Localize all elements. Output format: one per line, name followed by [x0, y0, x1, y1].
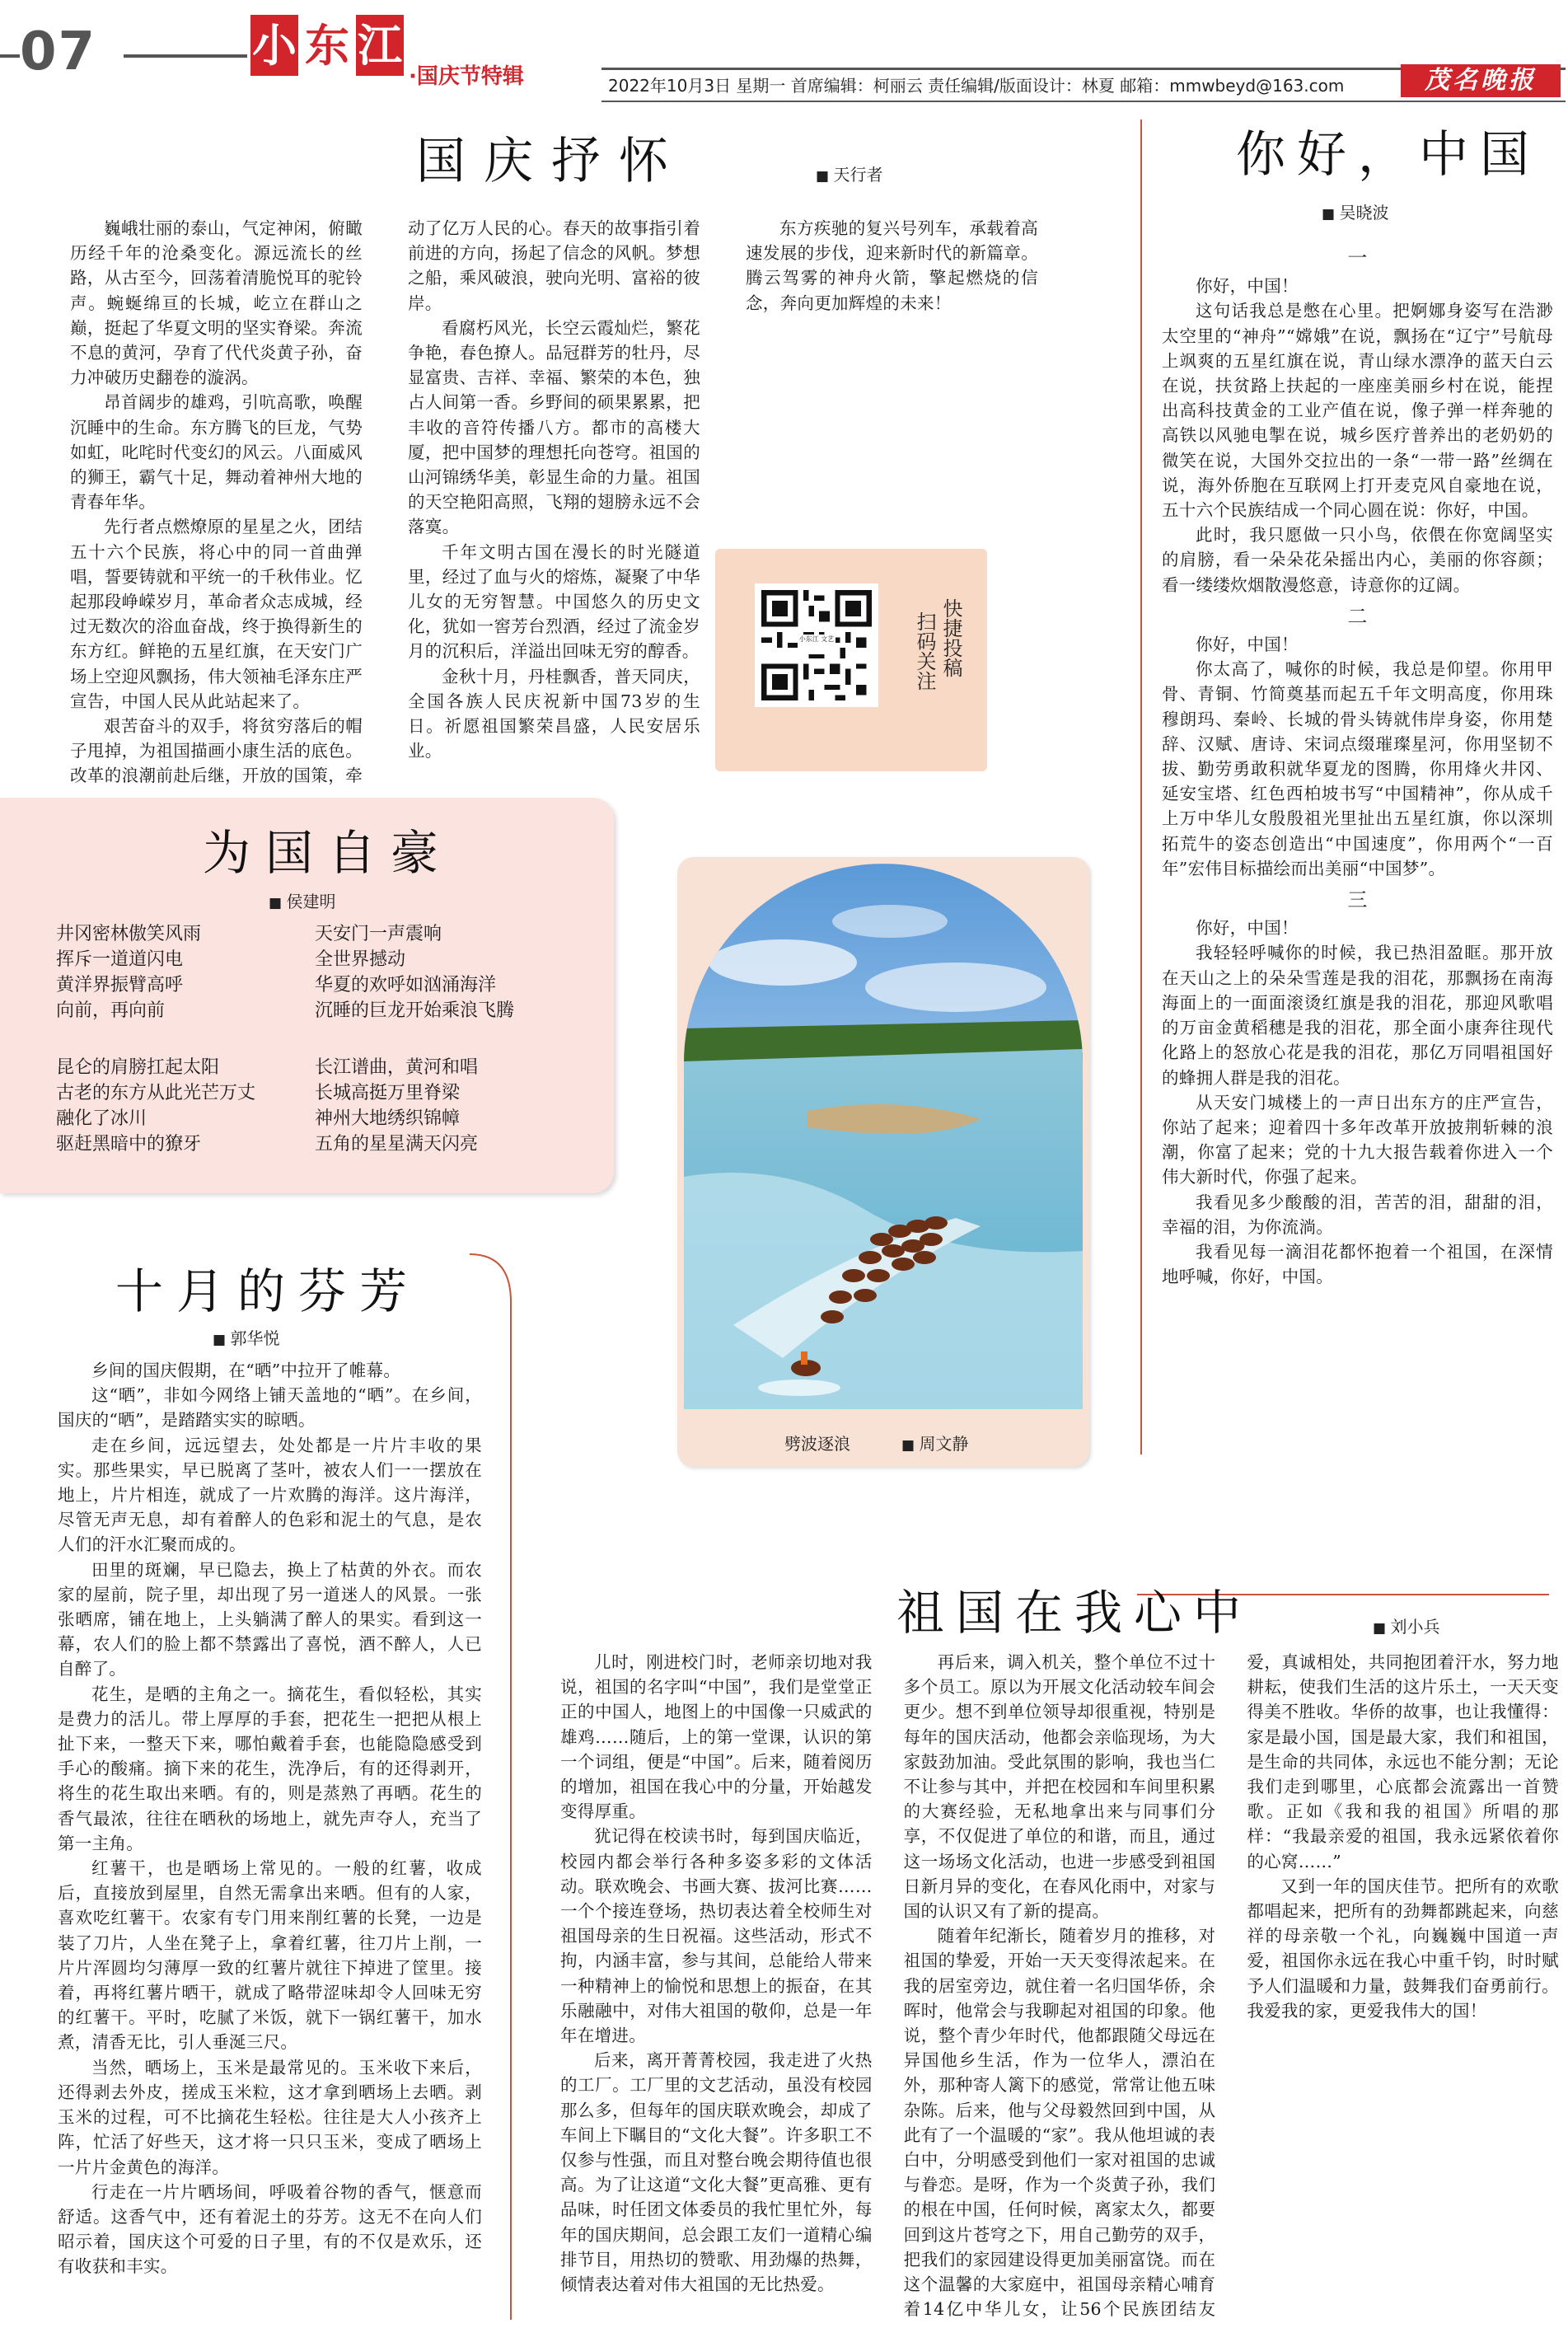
poem-line: 长江谱曲，黄河和唱	[315, 1057, 479, 1078]
article3-paragraph: 田里的斑斓，早已隐去，换上了枯黄的外衣。而农家的屋前，院子里，却出现了另一道迷人的风景。一张张晒席，铺在地上，上头躺满了醉人的果实。看到这一幕，农人们的脸上都不禁露出了喜悦，酒不醉人，人已自醉了。	[58, 1559, 482, 1679]
header-dash-mid	[124, 54, 247, 58]
article1-paragraph: 艰苦奋斗的双手，将贫穷落后的帽子甩掉，为祖国描画小康生活的底色。改革的浪潮前赴后继，开放的国策，牵动了亿万人民的心。春天的故事指引着前进的方向，扬起了信念的风帆。梦想之船，乘风破浪，驶向光明、富裕的彼岸。	[70, 218, 700, 786]
photo-caption: 劈波逐浪	[784, 1434, 850, 1454]
byline-zhouwenjing: ■ 周文静	[901, 1431, 968, 1454]
byline-wuxiaobo: ■ 吴晓波	[1322, 199, 1388, 223]
poem-title: 为国自豪	[203, 825, 454, 881]
header-dash-left	[0, 54, 20, 58]
poem-line: 华夏的欢呼如汹涌海洋	[315, 975, 497, 995]
column-divider	[1140, 119, 1142, 1454]
article-title-nihao: 你好，中国	[1236, 126, 1541, 184]
header-underline	[601, 101, 1566, 102]
qr-caption: 小东江 文艺	[798, 635, 835, 654]
qr-code-frame[interactable]	[755, 583, 878, 707]
article2-paragraph: 此时，我只愿做一只小鸟，依偎在你宽阔坚实的肩膀，看一朵朵花朵摇出内心，美丽的你容颜；看一缕缕炊烟散漫悠意，诗意你的辽阔。	[1162, 525, 1553, 595]
article4-paragraph: 再后来，调入机关，整个单位不过十多个员工。原以为开展文化活动较车间会更少。想不到单位领导却很重视，特别是每年的国庆活动，他都会亲临现场，为大家鼓劲加油。受此氛围的影响，我也当仁不让参与其中，并把在校园和车间里积累的大赛经验，无私地拿出来与同事们分享，不仅促进了单位的和谐，而且，通过这一场场文化活动，也进一步感受到祖国日新月异的变化，在春风化雨中，对家与国的认识又有了新的提高。	[903, 1652, 1216, 1922]
page-header	[0, 0, 1568, 107]
horses-river-photo	[684, 864, 1083, 1409]
brand-char-2: 东	[305, 19, 349, 72]
article1-paragraph: 昂首阔步的雄鸡，引吭高歌，唤醒沉睡中的生命。东方腾飞的巨龙，气势如虹，叱咤时代变幻的风云。八面威风的狮王，霸气十足，舞动着神州大地的青春年华。	[70, 392, 363, 513]
section-label: ·国庆节特辑	[409, 64, 524, 89]
article1-paragraph: 千年文明古国在漫长的时光隧道里，经过了血与火的熔炼，凝聚了中华儿女的无穷智慧。中国悠久的历史文化，犹如一窖芳台烈酒，经过了流金岁月的沉积后，洋溢出回味无穷的醇香。	[408, 541, 700, 662]
poem-line: 沉睡的巨龙开始乘浪飞腾	[315, 1000, 515, 1021]
article-title-guoqing: 国庆抒怀	[416, 133, 686, 190]
article3-body	[58, 1358, 482, 2326]
article4-paragraph: 又到一年的国庆佳节。把所有的欢歌都唱起来，把所有的劲舞都跳起来，向慈祥的母亲敬一个礼，向巍巍中国道一声爱，祖国你永远在我心中重千钧，时时赋予人们温暖和力量，鼓舞我们奋勇前行。我爱我的家，更爱我伟大的国！	[1247, 1876, 1559, 2021]
article1-paragraph: 金秋十月，丹桂飘香，普天同庆，全国各族人民庆祝新中国73岁的生日。祈愿祖国繁荣昌盛，人民安居乐业。	[408, 666, 700, 761]
poem-line: 融化了冰川	[56, 1108, 147, 1129]
poem-line: 神州大地绣织锦幛	[315, 1108, 461, 1129]
article1-paragraph: 巍峨壮丽的泰山，气定神闲，俯瞰历经千年的沧桑变化。源远流长的丝路，从古至今，回荡着清脆悦耳的驼铃声。蜿蜒绵亘的长城，屹立在群山之巅，挺起了华夏文明的坚实脊梁。奔流不息的黄河，孕育了代代炎黄子孙，奋力冲破历史翻卷的漩涡。	[70, 218, 363, 388]
poem-stanza-1-left	[56, 921, 201, 1023]
column-brand	[250, 15, 404, 76]
article2-paragraph: 你好，中国！	[1196, 276, 1299, 297]
qr-label-submit: 快捷投稿	[939, 598, 962, 677]
poem-line: 五角的星星满天闪亮	[315, 1134, 479, 1155]
poem-line: 驱赶黑暗中的獠牙	[56, 1134, 202, 1155]
poem-line: 向前，再向前	[56, 1000, 166, 1021]
poem-line: 挥斥一道道闪电	[56, 949, 184, 970]
photo-frame	[677, 857, 1089, 1467]
poem-stanza-1-right	[315, 921, 514, 1023]
page-number: 07	[20, 21, 97, 82]
article1-paragraph: 先行者点燃燎原的星星之火，团结五十六个民族，将心中的同一首曲弹唱，誓要铸就和平统一的千秋伟业。忆起那段峥嵘岁月，革命者众志成城，经过无数次的浴血奋战，终于换得新生的东方红。鲜艳的五星红旗，在天安门广场上空迎风飘扬，伟大领袖毛泽东庄严宣告，中国人民从此站起来了。	[70, 517, 363, 711]
poem-box	[0, 798, 614, 1193]
article4-paragraph: 随着年纪渐长，随着岁月的推移，对祖国的挚爱，开始一天天变得浓起来。在我的居室旁边，就住着一名归国华侨，余晖时，他常会与我聊起对祖国的印象。他说，整个青少年时代，他都跟随父母远在异国他乡生活，作为一位华人，漂泊在外，那种寄人篱下的感觉，常常让他五味杂陈。后来，他与父母毅然回到中国，从此有了一个温暖的“家”。我从他坦诚的表白中，分明感受到他们一家对祖国的忠诚与眷恋。是呀，作为一个炎黄子孙，我们的根在中国，任何时候，离家太久，都要回到这片苍穹之下，用自己勤劳的双手，把我们的家园建设得更加美丽富饶。而在这个温馨的大家庭中，祖国母亲精心哺育着14亿中华儿女，让56个民族团结友爱，真诚相处，共同抱团着汗水，努力地耕耘，使我们生活的这片乐土，一天天变得美不胜收。华侨的故事，也让我懂得：家是最小国，国是最大家，我们和祖国，是生命的共同体，永远也不能分割；无论我们走到哪里，心底都会流露出一首赞歌。正如《我和我的祖国》所唱的那样：“我最亲爱的祖国，我永远紧依着你的心窝……”	[903, 1652, 1559, 2320]
article1-paragraph: 看腐朽风光，长空云霞灿烂，繁花争艳，春色撩人。品冠群芳的牡丹，尽显富贵、吉祥、幸福、繁荣的本色，独占人间第一香。乡野间的硕果累累，把丰收的音符传播八方。都市的高楼大厦，把中国梦的理想托向苍穹。祖国的山河锦绣华美，彰显生命的力量。祖国的天空艳阳高照，飞翔的翅膀永远不会落寞。	[408, 317, 700, 537]
article2-paragraph: 你好，中国！	[1196, 918, 1299, 939]
section-heading-2: 二	[1347, 604, 1368, 628]
poem-stanza-2-right	[315, 1055, 478, 1157]
header-info: 2022年10月3日 星期一 首席编辑：柯丽云 责任编辑/版面设计：林夏 邮箱：mmwbeyd@163.com	[608, 76, 1345, 96]
paper-name-logo: 茂名晚报	[1401, 64, 1561, 97]
poem-line: 黄洋界振臂高呼	[56, 975, 184, 995]
poem-line: 古老的东方从此光芒万丈	[56, 1083, 256, 1103]
article3-paragraph: 乡间的国庆假期，在“晒”中拉开了帷幕。	[91, 1361, 401, 1380]
qr-label-follow: 扫码关注	[913, 611, 936, 691]
article2-body	[1162, 239, 1553, 1504]
poem-line: 全世界撼动	[315, 949, 406, 970]
article3-paragraph: 这“晒”，非如今网络上铺天盖地的“晒”。在乡间，国庆的“晒”，是踏踏实实的晾晒。	[58, 1385, 482, 1431]
article2-paragraph: 我轻轻呼喊你的时候，我已热泪盈眶。那开放在天山之上的朵朵雪莲是我的泪花，那飘扬在南海海面上的一面面滚烫红旗是我的泪花，那迎风歌唱的万亩金黄稻穗是我的泪花，那全面小康奔往现代化路上的怒放心花是我的泪花，那亿万同唱祖国好的蜂拥人群是我的泪花。	[1162, 943, 1553, 1088]
article4-paragraph: 后来，离开菁菁校园，我走进了火热的工厂。工厂里的文艺活动，虽没有校园那么多，但每年的国庆联欢晚会，却成了车间上下瞩目的“文化大餐”。许多职工不仅参与性强，而且对整台晚会期待值也很高。为了让这道“文化大餐”更高雅、更有品味，时任团文体委员的我忙里忙外，每年的国庆期间，总会跟工友们一道精心编排节目，用热切的赞歌、用劲爆的热舞，倾情表达着对伟大祖国的无比热爱。	[560, 2050, 873, 2295]
qr-promo-box	[715, 549, 987, 771]
brand-char-1: 小	[250, 15, 298, 76]
article3-paragraph: 行走在一片片晒场间，呼吸着谷物的香气，惬意而舒适。这香气中，还有着泥土的芬芳。这无不在向人们昭示着，国庆这个可爱的日子里，有的不仅是欢乐，还有收获和丰实。	[58, 2181, 482, 2277]
article2-paragraph: 你好，中国！	[1196, 635, 1299, 655]
article2-paragraph: 我看见每一滴泪花都怀抱着一个祖国，在深情地呼喊，你好，中国。	[1162, 1241, 1553, 1287]
poem-line: 昆仑的肩膀扛起太阳	[56, 1057, 220, 1078]
article3-paragraph: 当然，晒场上，玉米是最常见的。玉米收下来后，还得剥去外皮，搓成玉米粒，这才拿到晒场上去晒。剥玉米的过程，可不比摘花生轻松。往往是大人小孩齐上阵，忙活了好些天，这才将一只只玉米，变成了晒场上一片片金黄色的海洋。	[58, 2057, 482, 2177]
article-title-shiyue: 十月的芬芳	[115, 1263, 421, 1319]
byline-liuxiaobing: ■ 刘小兵	[1373, 1614, 1439, 1637]
poem-line: 天安门一声震响	[315, 924, 442, 944]
section-heading-3: 三	[1347, 888, 1368, 912]
section-heading-1: 一	[1347, 246, 1368, 269]
article4-paragraph: 儿时，刚进校门时，老师亲切地对我说，祖国的名字叫“中国”，我们是堂堂正正的中国人，地图上的中国像一只威武的雄鸡……随后，上的第一堂课，认识的第一个词组，便是“中国”。后来，随着阅历的增加，祖国在我心中的分量，开始越发变得厚重。	[560, 1652, 873, 1822]
article-title-zuguo: 祖国在我心中	[896, 1585, 1253, 1641]
article3-paragraph: 红薯干，也是晒场上常见的。一般的红薯，收成后，直接放到屋里，自然无需拿出来晒。但有的人家，喜欢吃红薯干。农家有专门用来削红薯的长凳，一边是装了刀片，人坐在凳子上，拿着红薯，往刀片上削，一片片浑圆均匀薄厚一致的红薯片就往下掉进了筐里。接着，再将红薯片晒干，就成了略带涩味却令人回味无穷的红薯干。平时，吃腻了米饭，就下一锅红薯干，加水煮，清香无比，引人垂涎三尺。	[58, 1858, 482, 2053]
brand-char-3: 江	[356, 15, 404, 76]
poem-line: 长城高挺万里脊梁	[315, 1083, 461, 1103]
article2-paragraph: 从天安门城楼上的一声日出东方的庄严宣告，你站了起来；迎着四十多年改革开放披荆斩棘的浪潮，你富了起来；党的十九大报告载着你进入一个伟大新时代，你强了起来。	[1162, 1092, 1553, 1187]
byline-tianxingzhe: ■ 天行者	[816, 162, 882, 185]
article1-paragraph: 东方疾驰的复兴号列车，承载着高速发展的步伐，迎来新时代的新篇章。腾云驾雾的神舟火箭，擎起燃烧的信念，奔向更加辉煌的未来！	[746, 218, 1038, 313]
article4-body	[560, 1650, 1559, 2326]
poem-line: 井冈密林傲笑风雨	[56, 924, 202, 944]
article4-paragraph: 犹记得在校读书时，每到国庆临近，校园内都会举行各种多姿多彩的文体活动。联欢晚会、书画大赛、拔河比赛……一个个接连登场，热切表达着全校师生对祖国母亲的生日祝福。这些活动，形式不拘，内涵丰富，参与其间，总能给人带来一种精神上的愉悦和思想上的振奋，在其乐融融中，对伟大祖国的敬仰，总是一年年在增进。	[560, 1826, 873, 2046]
article2-paragraph: 你太高了，喊你的时候，我总是仰望。你用甲骨、青铜、竹简奠基而起五千年文明高度，你用珠穆朗玛、秦岭、长城的骨头铸就伟岸身姿，你用楚辞、汉赋、唐诗、宋词点缀璀璨星河，你用坚韧不拔、勤劳勇敢积就华夏龙的图腾，你用烽火井冈、延安宝塔、红色西柏坡书写“中国精神”，你从成千上万中华儿女殷殷祖光里扯出五星红旗，你以深圳拓荒牛的姿态创造出“中国速度”，你用两个“一百年”宏伟目标描绘而出美丽“中国梦”。	[1162, 659, 1553, 878]
poem-stanza-2-left	[56, 1055, 255, 1157]
byline-houjianming: ■ 侯建明	[269, 888, 335, 912]
article2-paragraph: 我看见多少酸酸的泪，苦苦的泪，甜甜的泪，幸福的泪，为你流淌。	[1162, 1192, 1553, 1237]
byline-guohuayue: ■ 郭华悦	[213, 1325, 279, 1349]
article3-paragraph: 走在乡间，远远望去，处处都是一片片丰收的果实。那些果实，早已脱离了茎叶，被农人们一一摆放在地上，片片相连，就成了一片欢腾的海洋。这片海洋，尽管无声无息，却有着醉人的色彩和泥土的气息，是农人们的汗水汇聚而成的。	[58, 1435, 482, 1555]
article3-paragraph: 花生，是晒的主角之一。摘花生，看似轻松，其实是费力的活儿。带上厚厚的手套，把花生一把把从根上扯下来，一整天下来，哪怕戴着手套，也能隐隐感受到手心的酸痛。摘下来的花生，洗净后，有的还得剥开，将生的花生取出来晒。有的，则是蒸熟了再晒。花生的香气最浓，往往在晒秋的场地上，就先声夺人，充当了第一主角。	[58, 1684, 482, 1853]
article2-paragraph: 这句话我总是憋在心里。把婀娜身姿写在浩渺太空里的“神舟”“嫦娥”在说，飘扬在“辽宁”号航母上飒爽的五星红旗在说，青山绿水漂净的蓝天白云在说，扶贫路上扶起的一座座美丽乡村在说，能捏出高科技黄金的工业产值在说，像子弹一样奔驰的高铁以风驰电掣在说，城乡医疗普养出的老奶奶的微笑在说，大国外交拉出的一条“一带一路”丝绸在说，海外侨胞在互联网上打开麦克风自豪地在说，五十六个民族结成一个同心圆在说：你好，中国。	[1162, 301, 1553, 521]
